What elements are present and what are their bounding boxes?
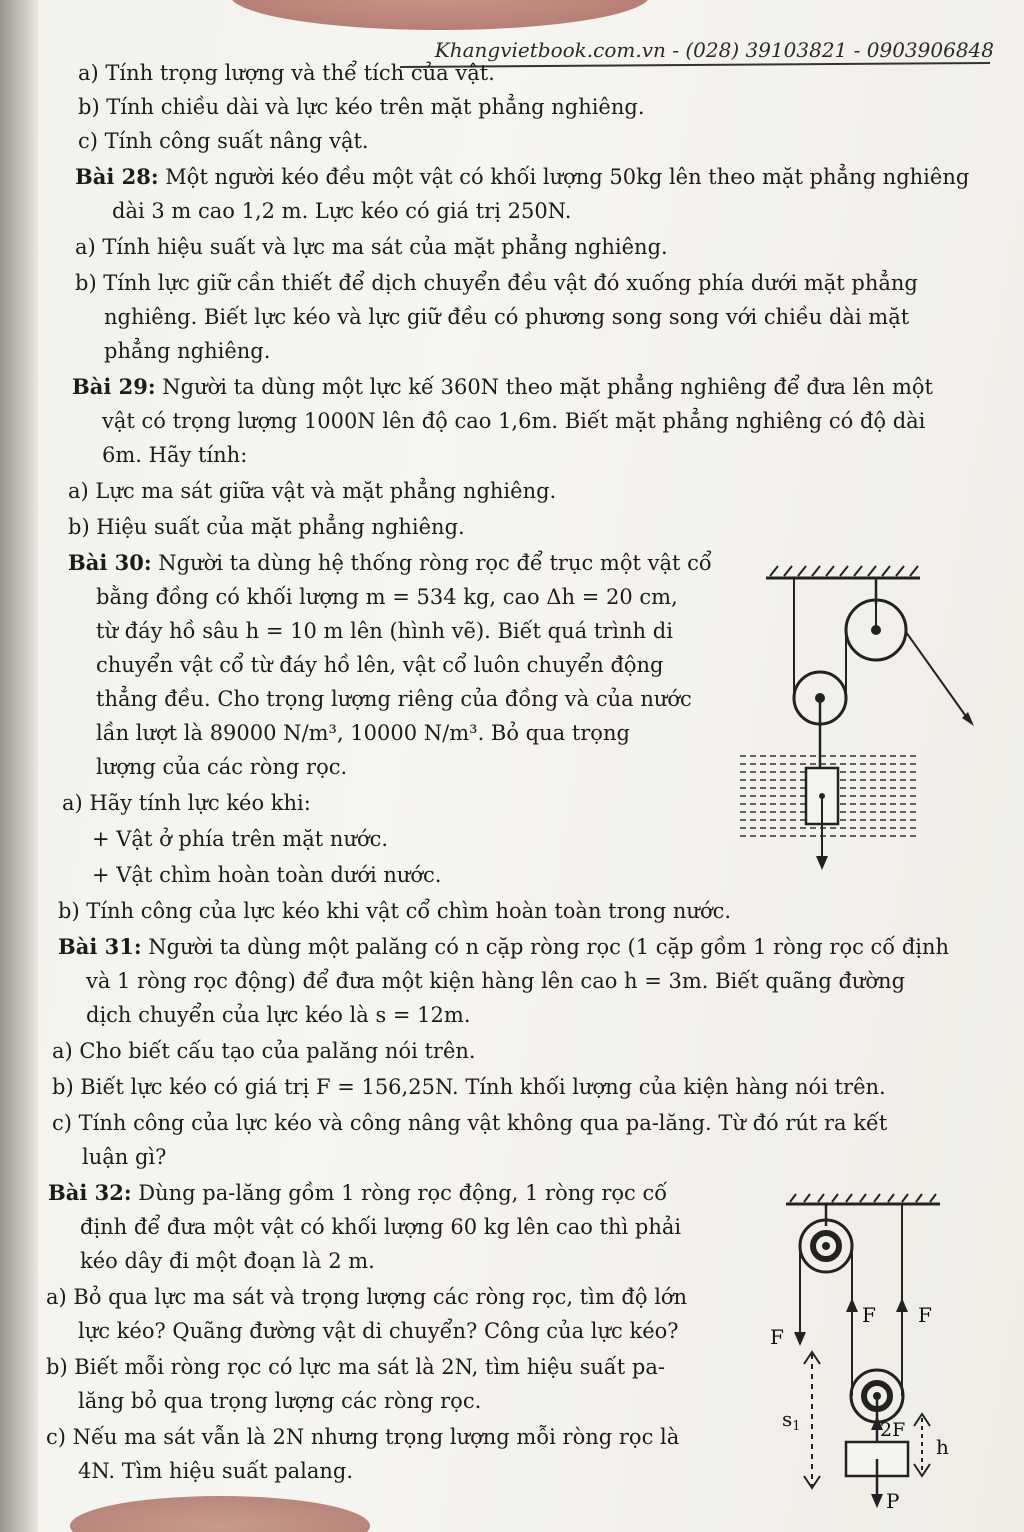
bai29-text1: Người ta dùng một lực kế 360N theo mặt phẳng nghiêng để đưa lên một [155, 375, 933, 399]
bai31-text1: Người ta dùng một palăng có n cặp ròng rọc (1 cặp gồm 1 ròng rọc cố định [141, 935, 950, 959]
arrow-F-right [896, 1298, 908, 1312]
bai28-item-a: a) Tính hiệu suất và lực ma sát của mặt phẳng nghiêng. [75, 235, 668, 259]
label-h: h [936, 1435, 949, 1459]
bai28-item-b3: phẳng nghiêng. [104, 339, 271, 363]
label-F-left: F [770, 1325, 784, 1349]
bai28-line1 [75, 162, 969, 192]
bai29-line3: 6m. Hãy tính: [102, 443, 248, 467]
bai30-line7: lượng của các ròng rọc. [96, 755, 348, 779]
bai32-item-b1: b) Biết mỗi ròng rọc có lực ma sát là 2N, tìm hiệu suất pa- [46, 1355, 665, 1379]
bai30-item-b: b) Tính công của lực kéo khi vật cổ chìm hoàn toàn trong nước. [58, 899, 732, 923]
bai31-label: Bài 31: [58, 934, 142, 959]
bai32-item-a1: a) Bỏ qua lực ma sát và trọng lượng các ròng rọc, tìm độ lớn [46, 1285, 688, 1309]
bai32-item-c1: c) Nếu ma sát vẫn là 2N nhưng trọng lượng mỗi ròng rọc là [46, 1425, 680, 1449]
bai31-line2: và 1 ròng rọc động) để đưa một kiện hàng lên cao h = 3m. Biết quãng đường [86, 969, 906, 993]
bai32-line1 [48, 1178, 667, 1208]
bai30-line6: lần lượt là 89000 N/m³, 10000 N/m³. Bỏ qua trọng [96, 721, 630, 745]
top-item-c: c) Tính công suất nâng vật. [78, 129, 369, 153]
bai31-line1 [58, 932, 949, 962]
bai29-line1 [72, 372, 933, 402]
bai31-line3: dịch chuyển của lực kéo là s = 12m. [86, 1003, 471, 1027]
label-s1: $s_1$ [782, 1407, 801, 1434]
bai30-label: Bài 30: [68, 550, 152, 575]
bai28-text1: Một người kéo đều một vật có khối lượng 50kg lên theo mặt phẳng nghiêng [158, 165, 970, 189]
top-item-b: b) Tính chiều dài và lực kéo trên mặt phẳng nghiêng. [78, 95, 645, 119]
bai32-line3: kéo dây đi một đoạn là 2 m. [80, 1249, 375, 1273]
bai30-text1: Người ta dùng hệ thống ròng rọc để trục một vật cổ [151, 551, 712, 575]
bai32-item-a2: lực kéo? Quãng đường vật di chuyển? Công của lực kéo? [78, 1319, 679, 1343]
label-F-right: F [918, 1303, 932, 1327]
top-item-a: a) Tính trọng lượng và thể tích của vật. [78, 61, 495, 85]
bai32-label: Bài 32: [48, 1180, 132, 1205]
bai28-label: Bài 28: [75, 164, 159, 189]
label-2F: 2F [880, 1419, 906, 1441]
bai29-item-a: a) Lực ma sát giữa vật và mặt phẳng nghiêng. [68, 479, 557, 503]
page-header: Khangvietbook.com.vn - (028) 39103821 - 0903906848 [434, 38, 994, 62]
arrow-P [871, 1494, 883, 1508]
bai32-item-b2: lăng bỏ qua trọng lượng các ròng rọc. [78, 1389, 482, 1413]
weight-arrow [816, 856, 828, 870]
bai32-text1: Dùng pa-lăng gồm 1 ròng rọc động, 1 ròng rọc cố [131, 1181, 668, 1205]
pulley-figure-bai30 [730, 560, 990, 880]
bai28-item-b2: nghiêng. Biết lực kéo và lực giữ đều có phương song song với chiều dài mặt [104, 305, 910, 329]
bai32-item-c2: 4N. Tìm hiệu suất palang. [78, 1459, 354, 1483]
bai29-line2: vật có trọng lượng 1000N lên độ cao 1,6m. Biết mặt phẳng nghiêng có độ dài [102, 409, 926, 433]
bai30-line3: từ đáy hồ sâu h = 10 m lên (hình vẽ). Biết quá trình di [96, 619, 673, 643]
bai30-line5: thẳng đều. Cho trọng lượng riêng của đồng và của nước [96, 687, 692, 711]
bai30-line4: chuyển vật cổ từ đáy hồ lên, vật cổ luôn chuyển động [96, 653, 664, 677]
label-F-mid: F [862, 1303, 876, 1327]
bai28-item-b1: b) Tính lực giữ cần thiết để dịch chuyển đều vật đó xuống phía dưới mặt phẳng [75, 271, 918, 295]
bai31-item-c1: c) Tính công của lực kéo và công nâng vật không qua pa-lăng. Từ đó rút ra kết [52, 1111, 888, 1135]
bai30-item-a2: + Vật chìm hoàn toàn dưới nước. [92, 863, 442, 887]
bai31-item-b: b) Biết lực kéo có giá trị F = 156,25N. Tính khối lượng của kiện hàng nói trên. [52, 1075, 886, 1099]
arrow-F-left [794, 1332, 806, 1346]
pulley-figure-bai32 [760, 1186, 980, 1516]
bai31-item-c2: luận gì? [82, 1145, 167, 1169]
bai30-item-a: a) Hãy tính lực kéo khi: [62, 791, 311, 815]
bai30-line2: bằng đồng có khối lượng m = 534 kg, cao Δh = 20 cm, [96, 585, 678, 609]
bai32-line2: định để đưa một vật có khối lượng 60 kg lên cao thì phải [80, 1215, 682, 1239]
bai30-item-a1: + Vật ở phía trên mặt nước. [92, 827, 389, 851]
bai29-label: Bài 29: [72, 374, 156, 399]
bai29-item-b: b) Hiệu suất của mặt phẳng nghiêng. [68, 515, 465, 539]
bai28-line2: dài 3 m cao 1,2 m. Lực kéo có giá trị 250N. [112, 199, 572, 223]
label-P: P [886, 1489, 900, 1513]
ceiling-hatch [770, 566, 918, 576]
bai31-item-a: a) Cho biết cấu tạo của palăng nói trên. [52, 1039, 476, 1063]
bai30-line1 [68, 548, 712, 578]
arrow-F-mid [846, 1298, 858, 1312]
